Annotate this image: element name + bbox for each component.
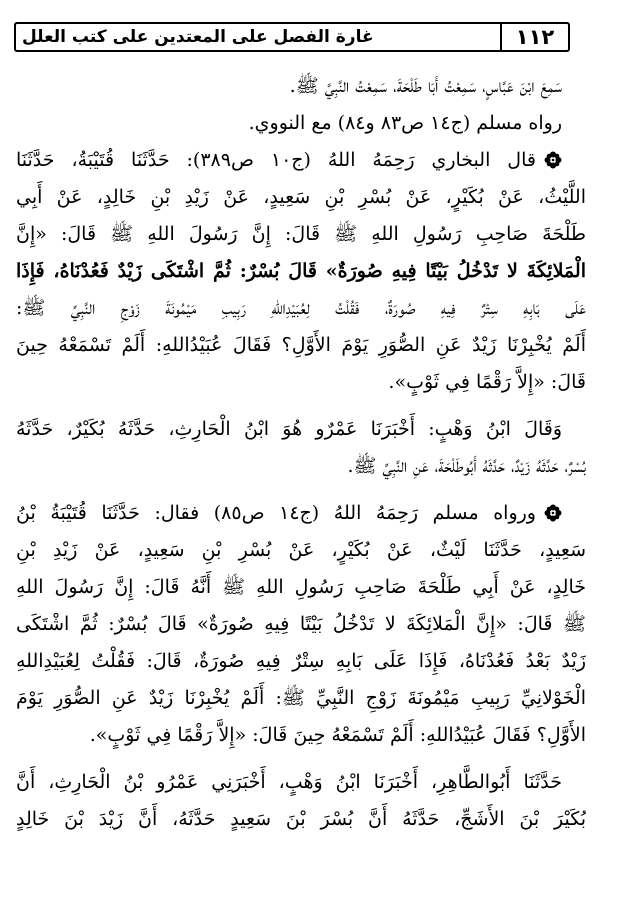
paragraph [16, 764, 586, 838]
text-line: الْمَلائِكَةَ لا تَدْخُلُ بَيْتًا فِيهِ صُورَةٌ» قَالَ بُسْرٌ: ثُمَّ اشْتَكَى زَيْدٌ فَعُدْنَاهُ، فَإِذَا [16, 260, 586, 282]
text-line: خَالِدٍ، عَنْ أَبِي طَلْحَةَ صَاحِبِ رَسُولِ اللهِ ﷺ أَنَّهُ قَالَ: إِنَّ رَسُولَ اللهِ [16, 576, 586, 598]
paragraph [16, 495, 586, 754]
running-title: غارة الفصل على المعتدين على كتب العلل [22, 27, 374, 47]
paragraph [16, 68, 586, 105]
text-line: حَدَّثَنَا أَبُوالطَّاهِرِ، أَخْبَرَنَا ابْنُ وَهْبٍ، أَخْبَرَنِي عَمْرُو بْنُ الْحَارِثِ، أَنَّ [16, 771, 562, 793]
page-header [14, 22, 570, 52]
flower-icon [544, 504, 562, 522]
text-line: رواه مسلم (ج١٤ ص٨٣ و٨٤) مع النووي. [248, 112, 562, 134]
flower-icon [544, 151, 562, 169]
text-line: الْخَوْلانِيِّ رَبِيبِ مَيْمُونَةَ زَوْجِ النَّبِيِّ ﷺ: أَلَمْ يُخْبِرْنَا زَيْدٌ عَنِ الصُّوَرِ يَوْمَ [16, 687, 586, 709]
paragraph [16, 411, 586, 485]
paragraph-gap [16, 401, 586, 411]
text-line: سَمِعَ ابْنَ عَبَّاسٍ، سَمِعْتُ أَبَا طَلْحَةَ، سَمِعْتُ النَّبِيَّ ﷺ. [289, 75, 562, 97]
paragraph [16, 142, 586, 401]
text-line: سَعِيدٍ، حَدَّثَنَا لَيْثٌ، عَنْ بُكَيْرٍ، عَنْ بُسْرِ بْنِ سَعِيدٍ، عَنْ زَيْدِ بْنِ [16, 539, 586, 561]
text-line: ﷺ قَالَ: «إِنَّ الْمَلائِكَةَ لا تَدْخُلُ بَيْتًا فِيهِ صُورَةٌ» قَالَ بُسْرٌ: ثُمَّ اشْتَكَى [16, 613, 586, 635]
text-line: اللَّيْثُ، عَنْ بُكَيْرٍ، عَنْ بُسْرِ بْنِ سَعِيدٍ، عَنْ زَيْدِ بْنِ خَالِدٍ، عَنْ أَبِي [16, 186, 586, 208]
text-line: زَيْدٌ بَعْدُ فَعُدْنَاهُ، فَإِذَا عَلَى بَابِهِ سِتْرٌ فِيهِ صُورَةٌ، قَالَ: فَقُلْتُ لِعُبَيْدِاللهِ [16, 650, 586, 672]
page-body [16, 68, 586, 838]
paragraph-gap [16, 485, 586, 495]
paragraph [16, 105, 586, 142]
text-line: ورواه مسلم رَحِمَهُ اللهُ (ج١٤ ص٨٥) فقال: حَدَّثَنَا قُتَيْبَةُ بْنُ [16, 502, 536, 524]
text-line: أَلَمْ يُخْبِرْنَا زَيْدٌ عَنِ الصُّوَرِ يَوْمَ الأَوَّلِ؟ فَقَالَ عُبَيْدُاللهِ: أَلَمْ تَسْمَعْهُ حِينَ [16, 334, 586, 356]
text-line: بُسْرٌ، حَدَّثَهُ زَيْدٌ، حَدَّثَهُ أَبُوطَلْحَةَ، عَنِ النَّبِيِّ ﷺ. [347, 455, 586, 477]
text-line: بُكَيْرَ بْنَ الأَشَجِّ، حَدَّثَهُ أَنَّ بُسْرَ بْنَ سَعِيدٍ حَدَّثَهُ، أَنَّ زَيْدَ بْنَ خَالِدٍ [16, 808, 586, 830]
text-line: طَلْحَةَ صَاحِبِ رَسُولِ اللهِ ﷺ قَالَ: إِنَّ رَسُولَ اللهِ ﷺ قَالَ: «إِنَّ [16, 223, 586, 245]
text-line: الأَوَّلِ؟ فَقَالَ عُبَيْدُاللهِ: أَلَمْ تَسْمَعْهُ حِينَ قَالَ: «إِلاَّ رَقْمًا فِي ثَوْبٍ». [89, 724, 586, 746]
page-number: ١١٢ [500, 24, 568, 50]
text-line: قال البخاري رَحِمَهُ اللهُ (ج١٠ ص٣٨٩): حَدَّثَنَا قُتَيْبَةُ، حَدَّثَنَا [16, 149, 536, 171]
text-line-with-marker [16, 495, 586, 532]
paragraph-gap [16, 754, 586, 764]
text-line: قَالَ: «إِلاَّ رَقْمًا فِي ثَوْبٍ». [388, 371, 586, 393]
text-line: وَقَالَ ابْنُ وَهْبٍ: أَخْبَرَنَا عَمْرٌو هُوَ ابْنُ الْحَارِثِ، حَدَّثَهُ بُكَيْرٌ، حَدَّثَهُ [16, 418, 562, 440]
text-line-with-marker [16, 142, 586, 179]
text-line: عَلَى بَابِهِ سِتْرٌ فِيهِ صُورَةٌ، فَقُلْتُ لِعُبَيْدِاللهِ رَبِيبِ مَيْمُونَةَ زَوْجِ النَّبِيِّ ﷺ: [16, 297, 586, 319]
